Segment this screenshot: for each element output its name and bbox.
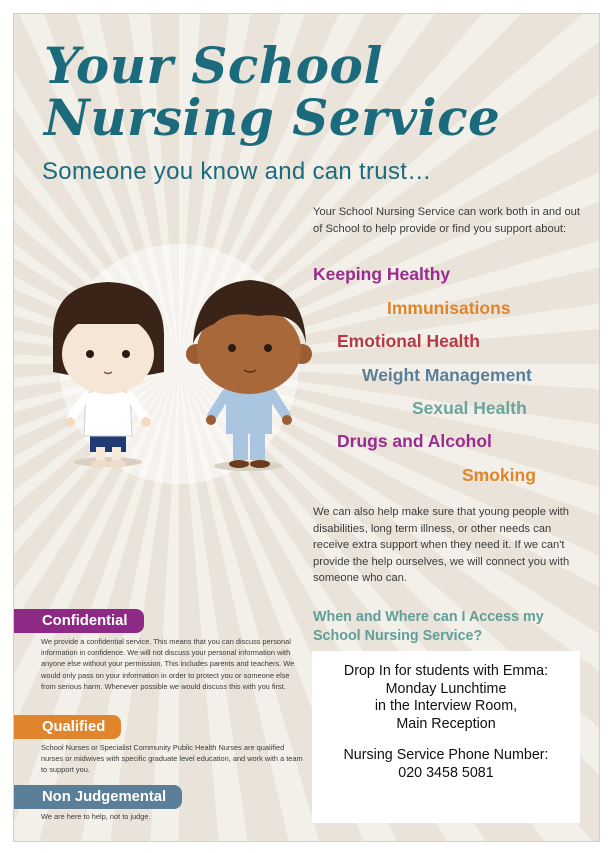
cartoon-children-illustration xyxy=(28,244,328,484)
phone-number: 020 3458 5081 xyxy=(398,764,494,781)
dropin-line-4: Main Reception xyxy=(396,715,496,732)
qualified-text: School Nurses or Specialist Community Public Health Nurses are qualified nurses or midwives with specific graduate level education, and work with a team to support you. xyxy=(41,743,303,775)
access-heading-line-2: School Nursing Service? xyxy=(313,628,483,644)
intro-text: Your School Nursing Service can work both in and out of School to help provide or find you support about: xyxy=(313,206,580,235)
topic-drugs-and-alcohol: Drugs and Alcohol xyxy=(337,431,492,451)
qualified-badge: Qualified xyxy=(14,715,121,739)
page-title xyxy=(44,36,501,147)
dropin-line-3: in the Interview Room, xyxy=(374,698,518,714)
non-judgemental-text: We are here to help, not to judge. xyxy=(41,812,151,821)
non-judgemental-badge: Non Judgemental xyxy=(14,785,182,809)
topic-immunisations: Immunisations xyxy=(387,298,511,318)
topic-weight-management: Weight Management xyxy=(362,365,532,385)
confidential-badge: Confidential xyxy=(14,609,144,633)
extra-support-text: We can also help make sure that young people with disabilities, long term illness, or other needs can receive extra support when they need it. If we can't provide the help ourselves, we will connect you with someone who can. xyxy=(313,506,570,584)
poster xyxy=(13,13,600,842)
topic-emotional-health: Emotional Health xyxy=(337,331,480,351)
access-heading-line-1: When and Where can I Access my xyxy=(313,609,544,625)
title-line-2: Nursing Service xyxy=(44,88,501,147)
drop-in-info-box xyxy=(312,651,580,823)
subtitle: Someone you know and can trust… xyxy=(42,158,432,185)
dropin-line-2: Monday Lunchtime xyxy=(385,680,507,697)
phone-label: Nursing Service Phone Number: xyxy=(343,747,549,763)
confidential-text: We provide a confidential service. This means that you can discuss personal information in confidence. We will not discuss your personal information with anyone else without your permission. This includes parents and teachers. We would only pass on your information in order to protect you or someone else from serious harm. Whenever possible we would discuss this with you first. xyxy=(41,637,295,691)
boy-character xyxy=(186,280,312,471)
topic-keeping-healthy: Keeping Healthy xyxy=(313,264,451,284)
dropin-line-1: Drop In for students with Emma: xyxy=(343,663,549,679)
title-line-1: Your School xyxy=(44,36,383,95)
topic-smoking: Smoking xyxy=(462,465,536,485)
topic-sexual-health: Sexual Health xyxy=(412,398,527,418)
girl-character xyxy=(53,282,164,468)
access-heading xyxy=(313,608,583,646)
